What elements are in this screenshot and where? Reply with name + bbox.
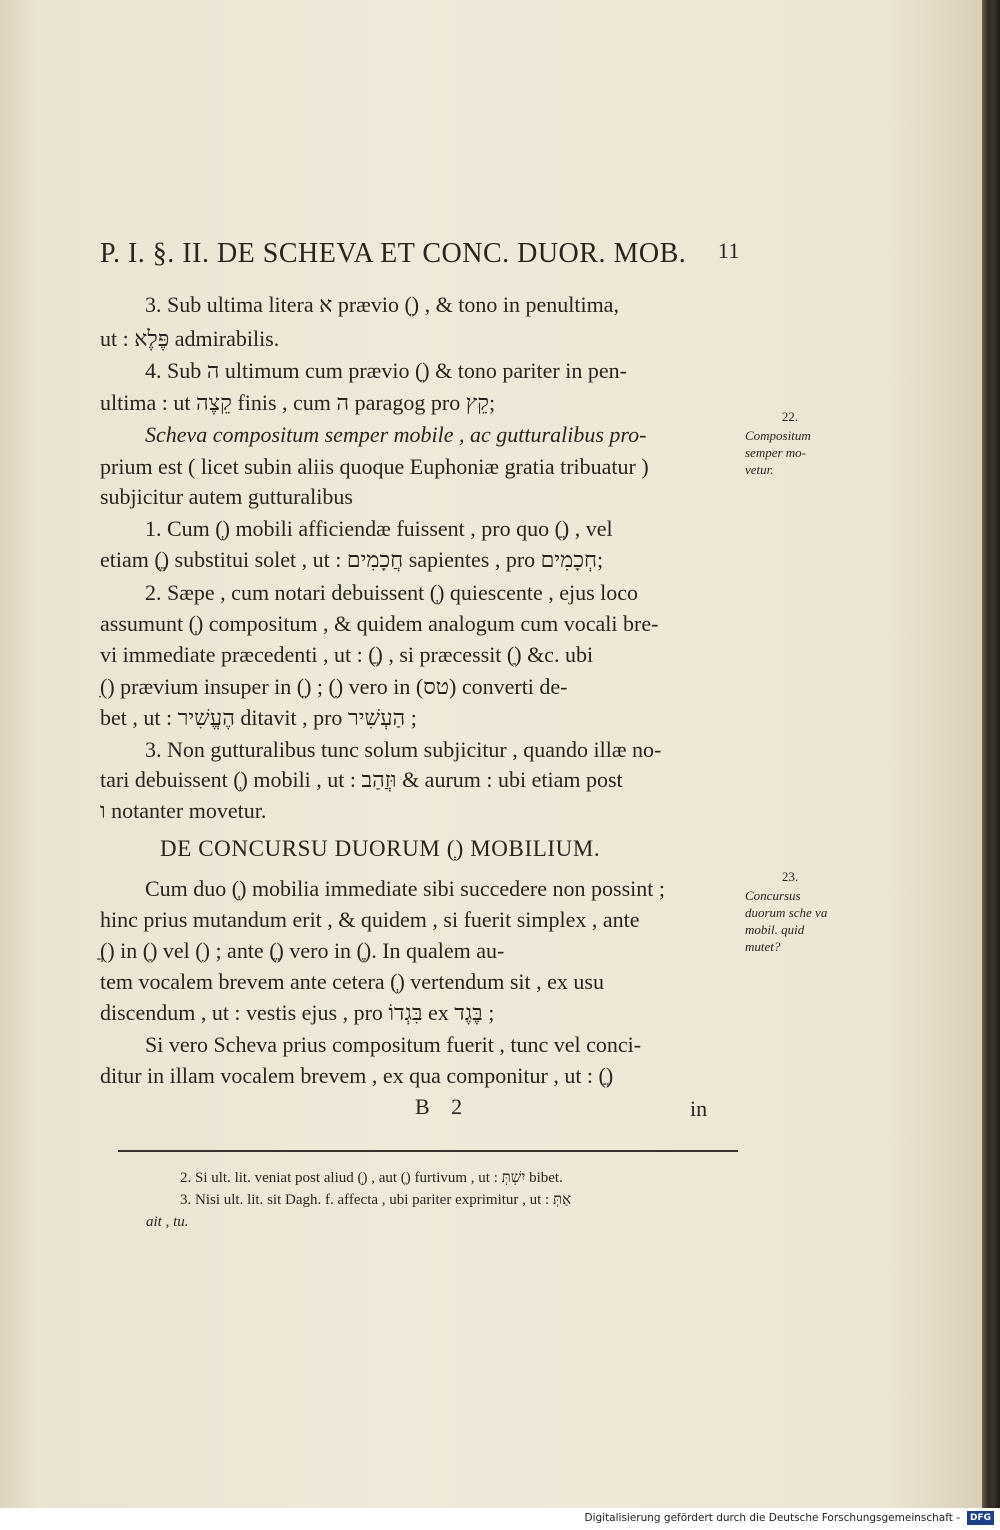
body-line: ultima : ut קֵצֶה finis , cum ה paragog pro קֵץ; (100, 390, 496, 415)
section-line: discendum , ut : vestis ejus , pro בִּגְדוֹ ex בֶּגֶד ; (100, 1000, 495, 1025)
body-line: 3. Sub ultima litera א prævio (ֵ) , & tono in penultima, (145, 292, 619, 317)
digitization-footer: Digitalisierung gefördert durch die Deutsche Forschungsgemeinschaft - (584, 1512, 960, 1524)
section-line: ditur in illam vocalem brevem , ex qua componitur , ut : (ֲ) (100, 1063, 614, 1088)
margin-note-number: 23. (781, 869, 799, 884)
margin-note-number: 22. (781, 409, 799, 424)
body-line: 4. Sub ה ultimum cum prævio (ֵ) & tono pariter in pen- (145, 358, 627, 383)
body-line: (ִ) prævium insuper in (ֵ) ; (ִ) vero in (טס) converti de- (100, 674, 568, 699)
body-line: subjicitur autem gutturalibus (100, 484, 353, 509)
footnote-rule (118, 1150, 738, 1152)
body-line: Scheva compositum semper mobile , ac gutturalibus pro- (145, 422, 647, 447)
dfg-logo: DFG (967, 1511, 994, 1525)
book-spine (982, 0, 1000, 1508)
margin-note-text: Concursus duorum sche va mobil. quid mutet? (745, 888, 828, 954)
section-line: hinc prius mutandum erit , & quidem , si fuerit simplex , ante (100, 907, 640, 932)
body-line: prium est ( licet subin aliis quoque Euphoniæ gratia tribuatur ) (100, 454, 649, 479)
footnote: 3. Nisi ult. lit. sit Dagh. f. affecta , ubi pariter exprimitur , ut : אַתְּ (180, 1192, 572, 1208)
body-line: 2. Sæpe , cum notari debuissent (ְ) quiescente , ejus loco (145, 580, 639, 605)
section-line: Cum duo (ְ) mobilia immediate sibi succedere non possint ; (145, 876, 665, 901)
margin-note-text: Compositum semper mo- vetur. (745, 428, 811, 477)
footnote: ait , tu. (146, 1214, 189, 1230)
catchword: in (690, 1096, 708, 1121)
section-line: tem vocalem brevem ante cetera (ְ) vertendum sit , ex usu (100, 969, 604, 994)
margin-note (745, 408, 835, 478)
body-line: bet , ut : הֶעֱשִׁיר ditavit , pro הַעְשִׁיר ; (100, 705, 417, 730)
body-line: vi immediate præcedenti , ut : (ֲ) , si præcessit (ַ) &c. ubi (100, 642, 594, 667)
body-line: tari debuissent (ְ) mobili , ut : וּזֲהַב & aurum : ubi etiam post (100, 767, 623, 792)
section-line: Si vero Scheva prius compositum fuerit , tunc vel conci- (145, 1032, 642, 1057)
running-title: P. I. §. II. DE SCHEVA ET CONC. DUOR. MOB. (100, 238, 687, 269)
running-header (100, 238, 740, 270)
section-line: (ֲ) in (ַ) vel (ִ) ; ante (ֱ) vero in (ֶ). In qualem au- (100, 938, 505, 963)
body-line: etiam (ֱ) substitui solet , ut : חֲכָמִים sapientes , pro חְכָמִים; (100, 547, 604, 572)
body-line: 1. Cum (ְ) mobili afficiendæ fuissent , pro quo (ֲ) , vel (145, 516, 613, 541)
body-line: ut : פֶּלֶא admirabilis. (100, 326, 280, 351)
section-title: DE CONCURSU DUORUM (ְ) MOBILIUM. (160, 836, 601, 861)
margin-note (745, 868, 835, 955)
body-line: 3. Non gutturalibus tunc solum subjicitur , quando illæ no- (145, 737, 662, 762)
body-line: assumunt (ְ) compositum , & quidem analogum cum vocali bre- (100, 611, 659, 636)
page-number: 11 (717, 238, 740, 263)
footnote: 2. Si ult. lit. veniat post aliud (ְ) , aut (ַ) furtivum , ut : יִשְׁתְּ bibet. (180, 1170, 563, 1186)
body-line: ו notanter movetur. (100, 798, 267, 823)
signature-mark: B 2 (415, 1094, 471, 1119)
